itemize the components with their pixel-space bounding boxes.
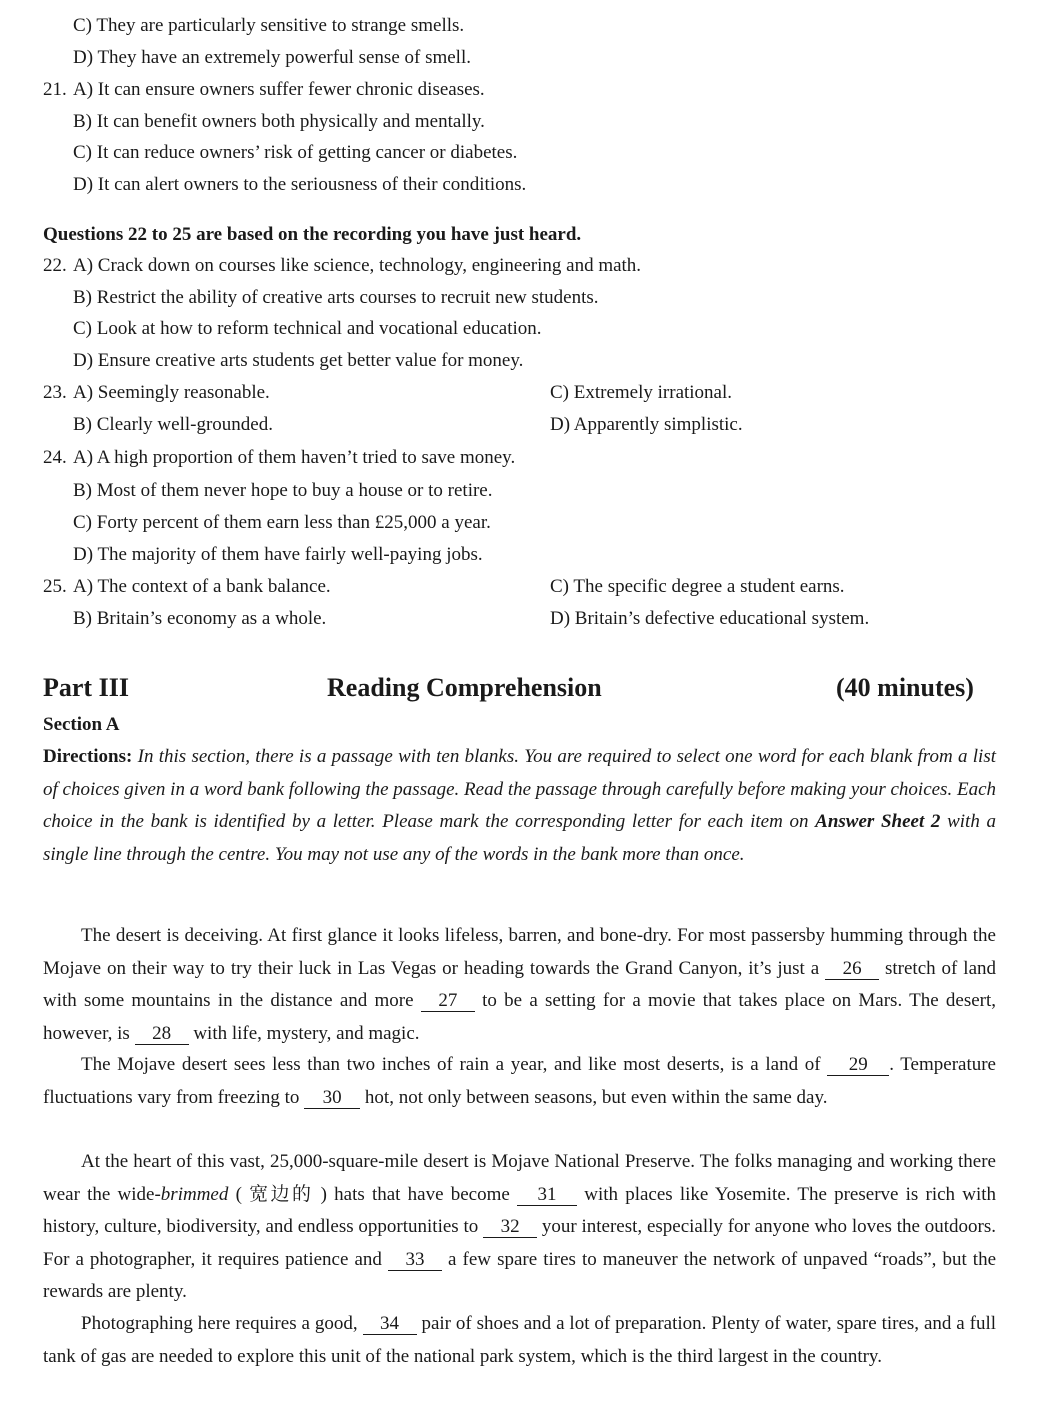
- q23-option-b: B) Clearly well-grounded.: [73, 414, 273, 435]
- p3-text-a: At the heart of this vast, 25,000-square-mile desert is Mojave National Preserve. The folks managing and working there wear the wide-: [43, 1151, 996, 1205]
- brimmed-word: brimmed: [160, 1183, 229, 1205]
- q20-option-c: C) They are particularly sensitive to strange smells.: [73, 15, 465, 36]
- q21-option-c: C) It can reduce owners’ risk of getting cancer or diabetes.: [73, 142, 518, 163]
- chinese-gloss: ( 宽边的 ): [235, 1183, 327, 1205]
- q23-option-c: C) Extremely irrational.: [550, 382, 733, 403]
- q20-option-d: D) They have an extremely powerful sense of smell.: [73, 47, 471, 68]
- part-label: Part III: [43, 673, 129, 702]
- q23-option-d: D) Apparently simplistic.: [550, 414, 743, 435]
- directions-text-2: with a single line through the centre. You may not use any of the words in the bank more than once.: [43, 811, 997, 865]
- section-a-heading: Section A: [43, 714, 120, 735]
- passage-paragraph-1: [43, 920, 996, 1050]
- passage-paragraph-4: [43, 1308, 996, 1373]
- q23-number: 23.: [43, 382, 67, 403]
- q24-option-a: A) A high proportion of them haven’t tried to save money.: [73, 447, 516, 468]
- q21-option-d: D) It can alert owners to the seriousness of their conditions.: [73, 174, 527, 195]
- blank-34: 34: [363, 1314, 417, 1335]
- blank-26: 26: [825, 959, 879, 980]
- blank-29: 29: [827, 1055, 889, 1076]
- directions: [43, 741, 996, 871]
- q24-option-c: C) Forty percent of them earn less than £25,000 a year.: [73, 512, 491, 533]
- p4-text-b: pair of shoes and a lot of preparation. Plenty of water, spare tires, and a full tank of gas are needed to explore this unit of the national park system, which is the third largest in the country.: [43, 1313, 997, 1367]
- q21-number: 21.: [43, 79, 67, 100]
- blank-30: 30: [304, 1088, 360, 1109]
- p3-text-d: your interest, especially for anyone who loves the outdoors. For a photographer, it requires patience and: [43, 1216, 996, 1270]
- p1-text-c: to be a setting for a movie that takes place on Mars. The desert, however, is: [43, 990, 997, 1044]
- p3-text-b: hats that have become: [334, 1183, 510, 1205]
- q21-option-b: B) It can benefit owners both physically and mentally.: [73, 111, 485, 132]
- q22-option-c: C) Look at how to reform technical and vocational education.: [73, 318, 542, 339]
- q22-option-b: B) Restrict the ability of creative arts courses to recruit new students.: [73, 287, 599, 308]
- directions-text-1: In this section, there is a passage with ten blanks. You are required to select one word for each blank from a list of choices given in a word bank following the passage. Read the passage through carefully before making your choices. Each choice in the bank is identified by a letter. Please mark the corresponding letter for each item on: [43, 746, 996, 832]
- blank-33: 33: [388, 1250, 442, 1271]
- q22-option-a: A) Crack down on courses like science, technology, engineering and math.: [73, 255, 642, 276]
- q24-option-d: D) The majority of them have fairly well-paying jobs.: [73, 544, 483, 565]
- blank-31: 31: [517, 1185, 577, 1206]
- q25-number: 25.: [43, 576, 67, 597]
- blank-27: 27: [421, 991, 475, 1012]
- questions-intro: Questions 22 to 25 are based on the recording you have just heard.: [43, 224, 582, 245]
- q25-option-d: D) Britain’s defective educational system.: [550, 608, 870, 629]
- q22-number: 22.: [43, 255, 67, 276]
- p1-text-b: stretch of land with some mountains in the distance and more: [43, 957, 996, 1011]
- p2-text-b: . Temperature fluctuations vary from freezing to: [43, 1054, 996, 1108]
- passage-paragraph-2: [43, 1049, 996, 1114]
- directions-label: Directions:: [43, 746, 133, 767]
- q25-option-c: C) The specific degree a student earns.: [550, 576, 845, 597]
- p1-text-d: with life, mystery, and magic.: [193, 1022, 420, 1044]
- p1-text-a: The desert is deceiving. At first glance it looks lifeless, barren, and bone-dry. For most passersby humming through the Mojave on their way to try their luck in Las Vegas or heading towards the Grand Canyon, it’s just a: [43, 925, 996, 979]
- p4-text-a: Photographing here requires a good,: [81, 1313, 358, 1334]
- q22-option-d: D) Ensure creative arts students get better value for money.: [73, 350, 524, 371]
- q21-option-a: A) It can ensure owners suffer fewer chronic diseases.: [73, 79, 485, 100]
- p3-text-c: with places like Yosemite. The preserve is rich with history, culture, biodiversity, and endless opportunities to: [43, 1183, 997, 1237]
- p2-text-c: hot, not only between seasons, but even within the same day.: [364, 1086, 828, 1108]
- q25-option-a: A) The context of a bank balance.: [73, 576, 331, 597]
- q23-option-a: A) Seemingly reasonable.: [73, 382, 270, 403]
- q24-option-b: B) Most of them never hope to buy a house or to retire.: [73, 480, 493, 501]
- answer-sheet-ref: Answer Sheet 2: [815, 811, 941, 832]
- blank-28: 28: [135, 1024, 189, 1045]
- q24-number: 24.: [43, 447, 67, 468]
- q25-option-b: B) Britain’s economy as a whole.: [73, 608, 327, 629]
- p2-text-a: The Mojave desert sees less than two inches of rain a year, and like most deserts, is a land of: [81, 1054, 821, 1075]
- p3-text-e: a few spare tires to maneuver the network of unpaved “roads”, but the rewards are plenty.: [43, 1248, 997, 1302]
- part-time: (40 minutes): [836, 673, 974, 702]
- blank-32: 32: [483, 1217, 537, 1238]
- part-title: Reading Comprehension: [327, 673, 602, 702]
- passage-paragraph-3: [43, 1146, 996, 1309]
